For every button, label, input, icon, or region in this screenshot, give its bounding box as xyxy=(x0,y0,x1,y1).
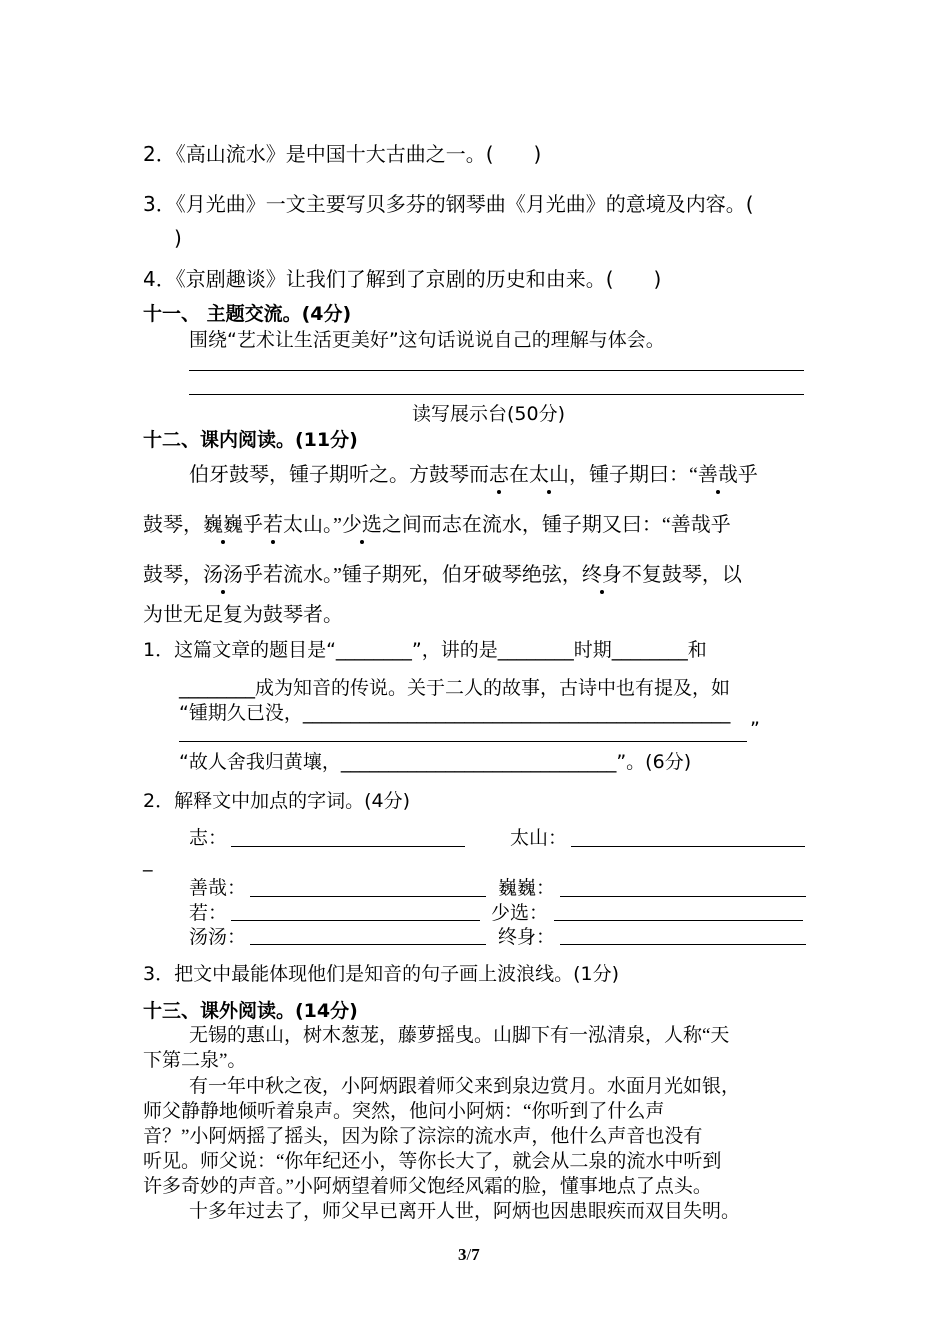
answer-line[interactable] xyxy=(560,896,806,897)
section-11-heading: 十一、 主题交流。(4分) xyxy=(143,303,352,325)
answer-line[interactable] xyxy=(250,944,486,945)
question-3: 3．把文中最能体现他们是知音的句子画上波浪线。(1分) xyxy=(143,963,620,985)
passage-line: 音？”小阿炳摇了摇头，因为除了淙淙的流水声，他什么声音也没有 xyxy=(143,1126,703,1147)
passage-line: 十多年过去了，师父早已离开人世，阿炳也因患眼疾而双目失明。 xyxy=(189,1201,741,1222)
label-taishan: 太山： xyxy=(510,827,568,849)
dotted-word-zhi: 志 xyxy=(489,458,509,487)
label-shaoxuan: 少选： xyxy=(491,902,549,924)
passage-line: 听见。师父说：“你年纪还小，等你长大了，就会从二泉的流水中听到 xyxy=(143,1151,722,1172)
judgement-item-3-bracket: ) xyxy=(174,226,182,250)
answer-line[interactable] xyxy=(189,394,804,395)
question-1-line: “故人舍我归黄壤，_____________________________”。(6分) xyxy=(179,751,692,773)
answer-line[interactable] xyxy=(189,370,804,371)
answer-line[interactable] xyxy=(554,920,803,921)
passage-line: 鼓琴，汤汤乎若流水。”锺子期死，伯牙破琴绝弦，终身不复鼓琴，以 xyxy=(143,558,742,587)
answer-line[interactable] xyxy=(560,944,806,945)
judgement-item-2: 2．《高山流水》是中国十大古曲之一。( ) xyxy=(143,142,542,166)
dotted-word-shaoxuan: 少选 xyxy=(342,508,382,537)
passage-line: 为世无足复为鼓琴者。 xyxy=(143,604,343,626)
answer-line[interactable] xyxy=(571,846,805,847)
label-zhi: 志： xyxy=(189,827,228,849)
section-13-heading: 十三、课外阅读。(14分) xyxy=(143,1000,358,1022)
question-1-line: 1．这篇文章的题目是“________”，讲的是________时期________和 xyxy=(143,639,707,661)
label-zhongshen: 终身： xyxy=(498,926,556,948)
question-1-line: ________成为知音的传说。关于二人的故事，古诗中也有提及，如 xyxy=(179,677,731,699)
section-11-prompt: 围绕“艺术让生活更美好”这句话说说自己的理解与体会。 xyxy=(189,329,665,351)
dotted-word-zhongshen: 终身 xyxy=(582,558,622,587)
answer-line[interactable] xyxy=(231,920,480,921)
answer-line[interactable] xyxy=(179,741,747,742)
passage-line: 师父静静地倾听着泉声。突然，他问小阿炳：“你听到了什么声 xyxy=(143,1101,665,1122)
answer-line[interactable] xyxy=(250,896,486,897)
dotted-word-weiwei: 巍巍 xyxy=(203,508,243,537)
passage-line: 鼓琴，巍巍乎若太山。”少选之间而志在流水，锺子期又曰：“善哉乎 xyxy=(143,508,731,537)
judgement-item-3: 3．《月光曲》一文主要写贝多芬的钢琴曲《月光曲》的意境及内容。( xyxy=(143,192,754,216)
section-12-heading: 十二、课内阅读。(11分) xyxy=(143,429,358,451)
passage-line: 有一年中秋之夜，小阿炳跟着师父来到泉边赏月。水面月光如银， xyxy=(189,1076,741,1097)
passage-line: 下第二泉”。 xyxy=(143,1050,247,1071)
dotted-word-tangtang: 汤汤 xyxy=(203,558,243,587)
question-1-line: “锺期久已没，_____________________________________________ xyxy=(179,702,731,724)
passage-line: 伯牙鼓琴，锺子期听之。方鼓琴而志在太山，锺子期曰：“善哉乎 xyxy=(189,458,758,487)
label-tangtang: 汤汤： xyxy=(189,926,247,948)
label-ruo: 若： xyxy=(189,902,228,924)
answer-line[interactable] xyxy=(231,846,465,847)
dotted-word-shanzai: 善哉 xyxy=(698,458,738,487)
stray-mark: _ xyxy=(143,850,153,872)
passage-line: 许多奇妙的声音。”小阿炳望着师父饱经风霜的脸，懂事地点了点头。 xyxy=(143,1176,712,1197)
page-number: 3/7 xyxy=(458,1245,480,1264)
dotted-word-ruo: 若 xyxy=(263,508,283,537)
question-2-heading: 2．解释文中加点的字词。(4分) xyxy=(143,790,411,812)
judgement-item-4: 4．《京剧趣谈》让我们了解到了京剧的历史和由来。( ) xyxy=(143,267,662,291)
dotted-word-taishan: 太山 xyxy=(529,458,569,487)
label-shanzai: 善哉： xyxy=(189,877,247,899)
closing-quote: ” xyxy=(750,718,760,740)
section-title: 读写展示台(50分) xyxy=(412,403,566,425)
passage-line: 无锡的惠山，树木葱茏，藤萝摇曳。山脚下有一泓清泉，人称“天 xyxy=(189,1025,730,1046)
label-weiwei: 巍巍： xyxy=(498,877,556,899)
